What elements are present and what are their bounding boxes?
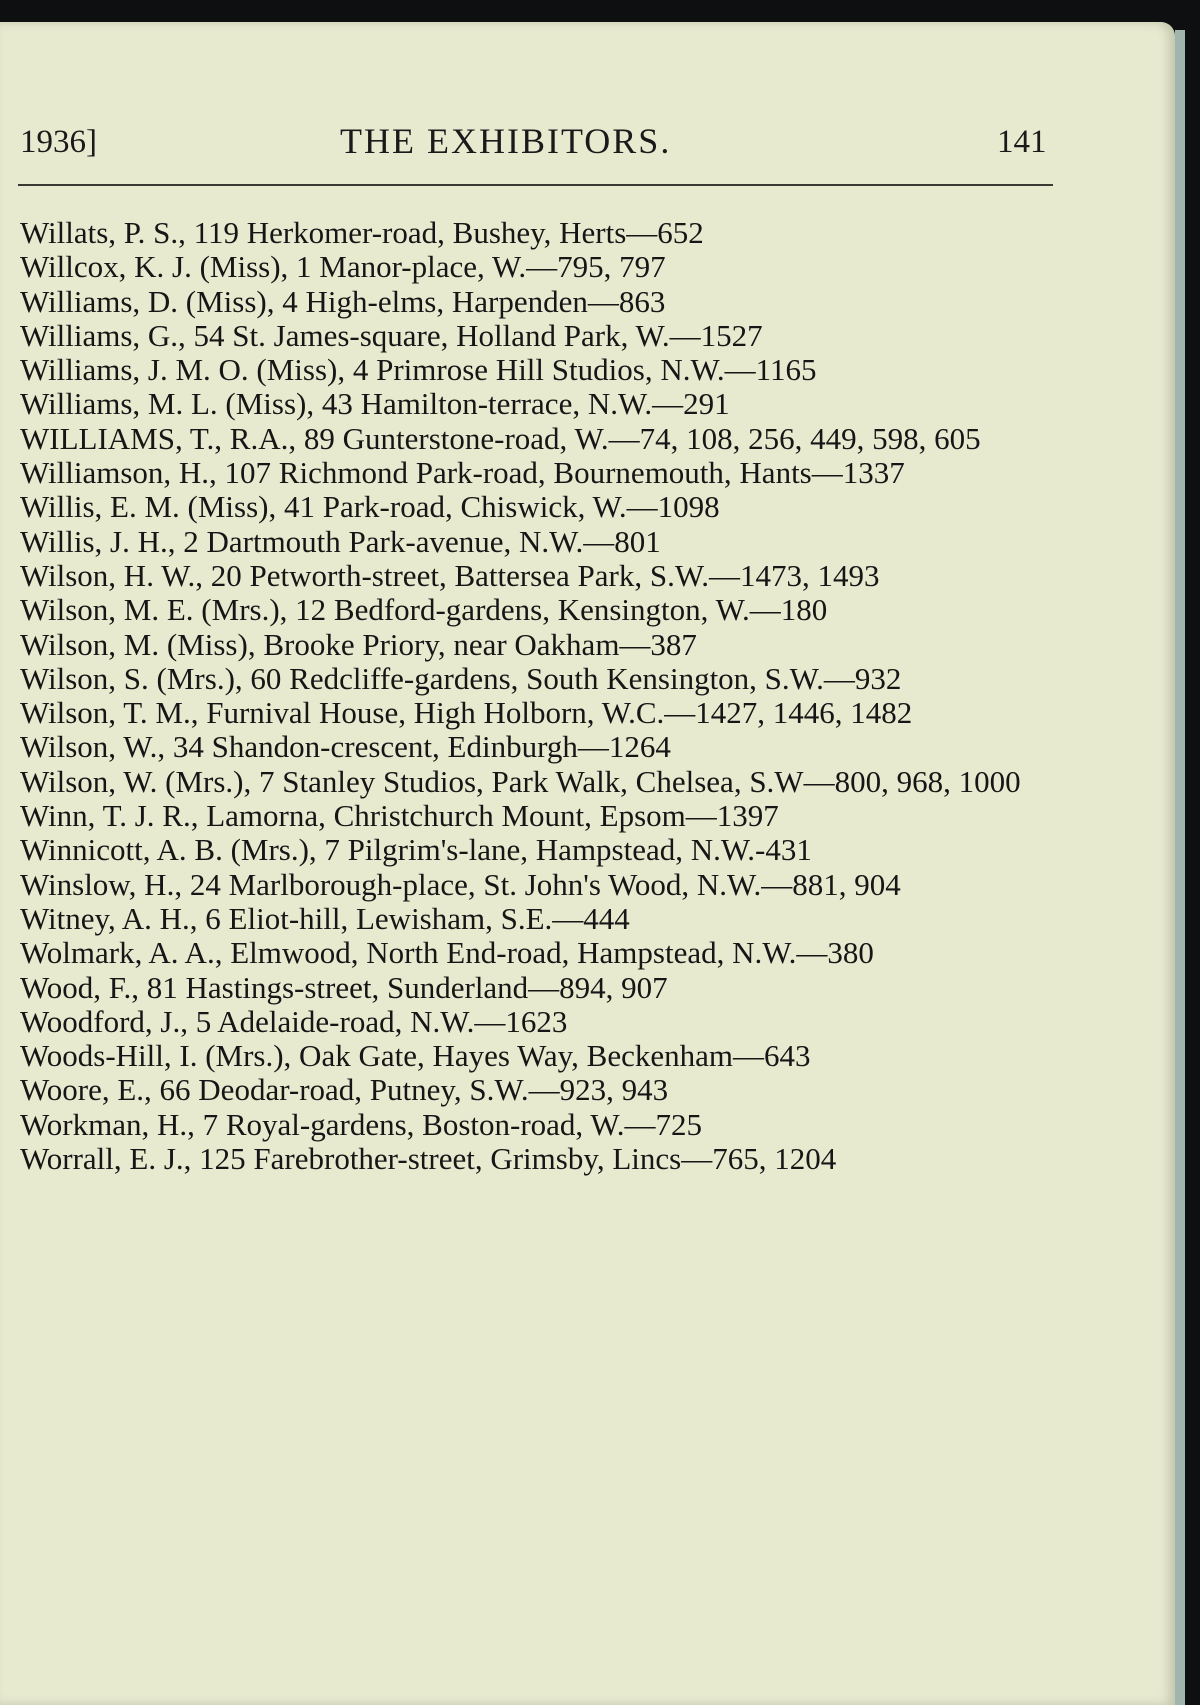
exhibitor-entry: Wilson, W. (Mrs.), 7 Stanley Studios, Park Walk, Chelsea, S.W—800, 968, 1000: [20, 763, 1021, 799]
exhibitor-entry: WILLIAMS, T., R.A., 89 Gunterstone-road, W.—74, 108, 256, 449, 598, 605: [20, 420, 981, 456]
exhibitor-entry: Williamson, H., 107 Richmond Park-road, Bournemouth, Hants—1337: [20, 455, 905, 491]
exhibitor-entry: Woodford, J., 5 Adelaide-road, N.W.—1623: [20, 1003, 568, 1039]
exhibitor-entry: Wood, F., 81 Hastings-street, Sunderland—894, 907: [20, 969, 668, 1005]
page-edge: [1175, 30, 1185, 1705]
exhibitor-entry: Worrall, E. J., 125 Farebrother-street, Grimsby, Lincs—765, 1204: [20, 1141, 837, 1177]
exhibitor-entry: Woore, E., 66 Deodar-road, Putney, S.W.—923, 943: [20, 1072, 669, 1108]
exhibitor-entry: Wilson, T. M., Furnival House, High Holborn, W.C.—1427, 1446, 1482: [20, 695, 913, 731]
running-head-title: THE EXHIBITORS.: [340, 121, 672, 161]
exhibitor-entry: Williams, J. M. O. (Miss), 4 Primrose Hill Studios, N.W.—1165: [20, 352, 817, 388]
exhibitor-entry: Winnicott, A. B. (Mrs.), 7 Pilgrim's-lane, Hampstead, N.W.-431: [20, 832, 812, 868]
exhibitor-entry: Wolmark, A. A., Elmwood, North End-road, Hampstead, N.W.—380: [20, 935, 874, 971]
exhibitor-entry: Wilson, S. (Mrs.), 60 Redcliffe-gardens, South Kensington, S.W.—932: [20, 660, 902, 696]
exhibitor-entry: Williams, G., 54 St. James-square, Holland Park, W.—1527: [20, 317, 763, 353]
page-number: 141: [997, 124, 1047, 160]
exhibitor-entry: Workman, H., 7 Royal-gardens, Boston-road, W.—725: [20, 1106, 702, 1142]
exhibitor-entry: Witney, A. H., 6 Eliot-hill, Lewisham, S.E.—444: [20, 900, 630, 936]
exhibitor-entry: Willats, P. S., 119 Herkomer-road, Bushey, Herts—652: [20, 215, 704, 250]
exhibitor-list: [20, 216, 1055, 1176]
exhibitor-entry: Wilson, M. E. (Mrs.), 12 Bedford-gardens, Kensington, W.—180: [20, 592, 828, 628]
exhibitor-entry: Wilson, M. (Miss), Brooke Priory, near Oakham—387: [20, 626, 697, 662]
exhibitor-entry: Winslow, H., 24 Marlborough-place, St. John's Wood, N.W.—881, 904: [20, 866, 901, 902]
exhibitor-entry: Williams, D. (Miss), 4 High-elms, Harpenden—863: [20, 283, 666, 319]
exhibitor-entry: Williams, M. L. (Miss), 43 Hamilton-terrace, N.W.—291: [20, 386, 730, 422]
exhibitor-entry: Wilson, W., 34 Shandon-crescent, Edinburgh—1264: [20, 729, 671, 765]
exhibitor-entry: Wilson, H. W., 20 Petworth-street, Battersea Park, S.W.—1473, 1493: [20, 557, 880, 593]
exhibitor-entry: Willis, E. M. (Miss), 41 Park-road, Chiswick, W.—1098: [20, 489, 720, 525]
exhibitor-entry: Woods-Hill, I. (Mrs.), Oak Gate, Hayes Way, Beckenham—643: [20, 1038, 811, 1074]
running-head-year: 1936]: [20, 124, 97, 160]
exhibitor-entry: Willis, J. H., 2 Dartmouth Park-avenue, N.W.—801: [20, 523, 661, 559]
exhibitor-entry: Willcox, K. J. (Miss), 1 Manor-place, W.—795, 797: [20, 249, 666, 285]
running-head: [20, 118, 1050, 168]
exhibitor-entry: Winn, T. J. R., Lamorna, Christchurch Mount, Epsom—1397: [20, 798, 779, 834]
header-rule: [18, 184, 1053, 186]
